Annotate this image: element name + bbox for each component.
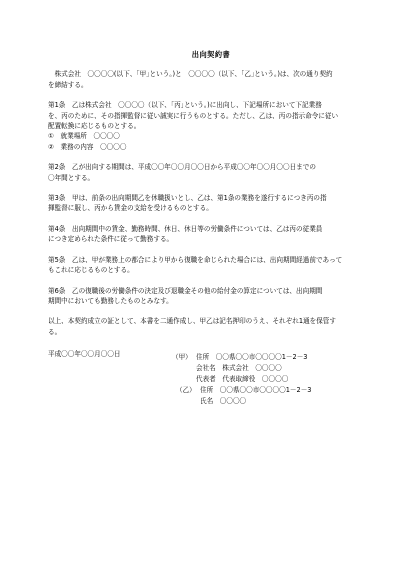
closing-line: 以上、本契約成立の証として、本書を二通作成し、甲乙は記名押印のうえ、それぞれ1通を保管す (48, 317, 336, 326)
article-line: 第1条 乙は株式会社 〇〇〇〇（以下、｢丙｣という。)に出向し、下記場所において下記業務 (48, 101, 322, 110)
party-ko-representative: 代表者 代表取締役 〇〇〇〇 (196, 375, 289, 383)
article-5 (48, 255, 374, 276)
contract-date: 平成〇〇年〇〇月〇〇日 (48, 350, 121, 359)
article-line: 配置転換に応じるものとする。 (48, 122, 141, 131)
closing-paragraph (48, 316, 374, 337)
article-line: もこれに応じるものとする。 (48, 266, 134, 275)
intro-line: 株式会社 〇〇〇〇(以下、｢甲｣という。)と 〇〇〇〇（以下、｢乙｣という。)は、次の通り契約 (48, 70, 333, 79)
article-6 (48, 286, 374, 307)
party-otsu-name: 氏名 〇〇〇〇 (200, 397, 247, 405)
party-otsu-label: （乙） (176, 386, 196, 394)
article-1 (48, 100, 374, 152)
document-title: 出向契約書 (191, 50, 231, 59)
article-2 (48, 162, 374, 183)
article-line: 〇年間とする。 (48, 173, 95, 182)
party-otsu-address: 住所 〇〇県〇〇市〇〇〇〇1－2－3 (200, 386, 312, 394)
article-line: 揮監督に服し、丙から賃金の支給を受けるものとする。 (48, 204, 213, 213)
article-line: 第2条 乙が出向する期間は、平成〇〇年〇〇月〇〇日から平成〇〇年〇〇月〇〇日までの (48, 163, 316, 172)
article-line: につき定められた条件に従って勤務する。 (48, 235, 174, 244)
party-ko-address: 住所 〇〇県〇〇市〇〇〇〇1－2－3 (196, 353, 308, 361)
article-line: 第5条 乙は、甲が業務上の都合により甲から復職を命じられた場合には、出向期間経過前であって (48, 255, 343, 264)
article-line: を、丙のために、その指揮監督に従い誠実に行うものとする。ただし、乙は、丙の指示命令に従い (48, 111, 339, 120)
workplace-item: ① 就業場所 〇〇〇〇 (48, 132, 120, 141)
intro-paragraph (48, 69, 374, 90)
article-line: 第3条 甲は、前条の出向期間乙を休職扱いとし、乙は、第1条の業務を遂行するにつき丙の指 (48, 194, 327, 203)
party-ko-company: 会社名 株式会社 〇〇〇〇 (196, 364, 282, 372)
article-line: 期間中においても勤務したものとみなす。 (48, 296, 173, 305)
closing-line: る。 (48, 327, 62, 336)
article-line: 第4条 出向期間中の賃金、勤務時間、休日、休日等の労働条件については、乙は丙の従業員 (48, 224, 323, 233)
intro-line: を締結する。 (48, 80, 88, 89)
party-ko-label: （甲） (172, 353, 192, 361)
article-4 (48, 224, 374, 245)
work-content-item: ② 業務の内容 〇〇〇〇 (48, 142, 127, 151)
article-3 (48, 193, 374, 214)
article-line: 第6条 乙の復職後の労働条件の決定及び退職金その他の給付金の算定については、出向期間 (48, 286, 323, 295)
